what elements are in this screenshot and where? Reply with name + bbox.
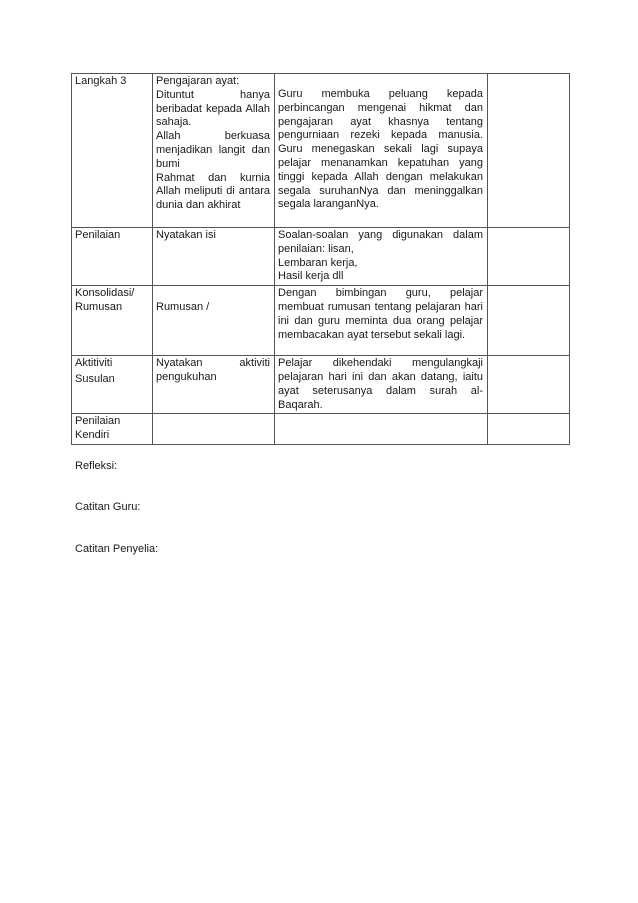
lesson-plan-table bbox=[71, 73, 570, 445]
table-row bbox=[72, 356, 570, 414]
content-text: Nyatakan isi bbox=[156, 229, 216, 241]
activity-cell bbox=[275, 286, 488, 356]
content-cell bbox=[153, 414, 275, 445]
catitan-penyelia-label: Catitan Penyelia: bbox=[75, 543, 159, 555]
content-cell bbox=[153, 74, 275, 228]
catitan-guru-label: Catitan Guru: bbox=[75, 501, 141, 513]
activity-cell bbox=[275, 74, 488, 228]
activity-text: Guru membuka peluang kepada perbincangan mengenai hikmat dan pengajaran ayat khasnya tentang pengurniaan rezeki kepada manusia. Guru menegaskan sekali lagi supaya pelajar menanamkan kepatuhan yang tinggi kepada Allah dengan melakukan segala suruhanNya dan meninggalkan segala laranganNya. bbox=[278, 88, 483, 211]
content-cell bbox=[153, 228, 275, 286]
content-line: Dituntut hanya beribadat kepada Allah sahaja. bbox=[156, 88, 270, 129]
refleksi-label: Refleksi: bbox=[75, 460, 118, 472]
table-row bbox=[72, 286, 570, 356]
activity-line: Lembaran kerja, bbox=[278, 256, 358, 269]
step-label-line: Susulan bbox=[75, 372, 115, 385]
step-label-line: Kendiri bbox=[75, 429, 110, 442]
content-line: Allah berkuasa menjadikan langit dan bumi bbox=[156, 130, 270, 170]
step-label-cell bbox=[72, 286, 153, 356]
step-label-cell bbox=[72, 414, 153, 445]
activity-line: Soalan-soalan yang digunakan dalam penilaian: lisan, bbox=[278, 229, 483, 255]
step-label-line: Konsolidasi/ bbox=[75, 287, 135, 300]
content-cell bbox=[153, 356, 275, 414]
activity-text: Dengan bimbingan guru, pelajar membuat rumusan tentang pelajaran hari ini dan guru meminta dua orang pelajar membacakan ayat tersebut sekali lagi. bbox=[278, 287, 483, 341]
step-label-line: Aktitiviti bbox=[75, 357, 113, 370]
activity-cell bbox=[275, 414, 488, 445]
step-label-cell bbox=[72, 356, 153, 414]
step-label-line: Rumusan bbox=[75, 300, 123, 313]
content-line: Pengajaran ayat: bbox=[156, 75, 240, 87]
content-text: Nyatakan aktiviti pengukuhan bbox=[156, 357, 270, 383]
step-label-line: Penilaian bbox=[75, 415, 121, 428]
table-row bbox=[72, 74, 570, 228]
activity-cell bbox=[275, 356, 488, 414]
notes-cell bbox=[488, 356, 570, 414]
notes-cell bbox=[488, 414, 570, 445]
content-cell bbox=[153, 286, 275, 356]
activity-line: Hasil kerja dll bbox=[278, 270, 344, 283]
content-line: Rahmat dan kurnia Allah meliputi di antara dunia dan akhirat bbox=[156, 171, 270, 212]
content-text: Rumusan / bbox=[156, 301, 210, 314]
step-label-cell bbox=[72, 74, 153, 228]
step-label: Langkah 3 bbox=[75, 75, 127, 87]
table-row bbox=[72, 414, 570, 445]
activity-cell bbox=[275, 228, 488, 286]
step-label-cell bbox=[72, 228, 153, 286]
notes-cell bbox=[488, 286, 570, 356]
activity-text: Pelajar dikehendaki mengulangkaji pelajaran hari ini dan akan datang, iaitu ayat seterusanya dalam surah al-Baqarah. bbox=[278, 357, 483, 411]
notes-cell bbox=[488, 228, 570, 286]
table-row bbox=[72, 228, 570, 286]
step-label: Penilaian bbox=[75, 229, 121, 241]
notes-cell bbox=[488, 74, 570, 228]
